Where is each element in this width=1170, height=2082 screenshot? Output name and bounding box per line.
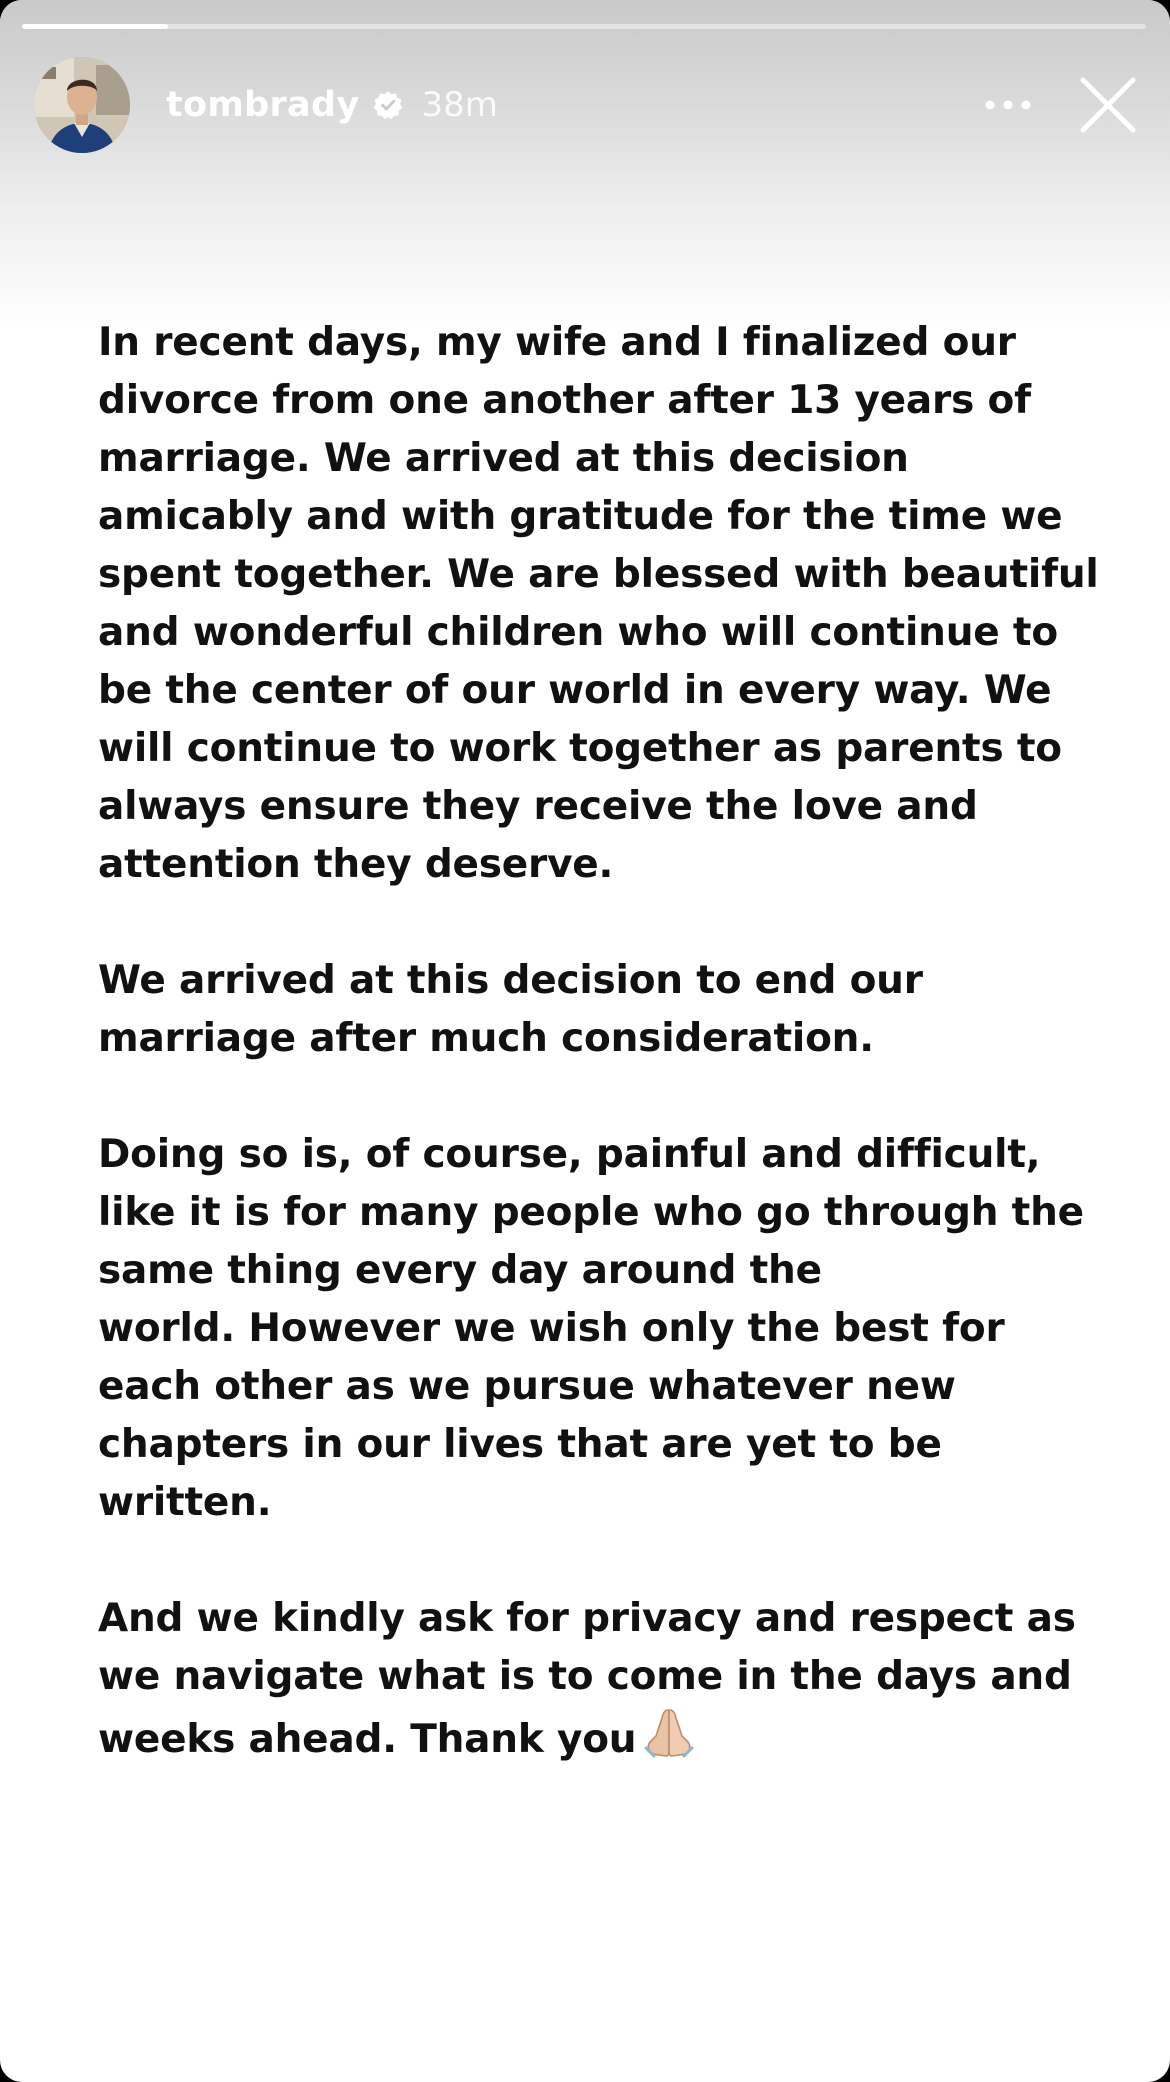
paragraph <box>98 1590 1118 1775</box>
paragraph <box>98 1126 1118 1532</box>
text-line: we navigate what is to come in the days and <box>98 1654 1072 1699</box>
text-line: attention they deserve. <box>98 842 614 887</box>
text-line: world. However we wish only the best for <box>98 1306 1005 1351</box>
text-line: We arrived at this decision to end our <box>98 958 923 1003</box>
paragraph <box>98 952 1118 1068</box>
avatar-photo <box>34 57 130 153</box>
text-line: divorce from one another after 13 years of <box>98 378 1031 423</box>
text-line: weeks ahead. Thank you <box>98 1717 637 1762</box>
story-header <box>34 55 1144 155</box>
text-line-last <box>98 1706 1118 1775</box>
text-line: chapters in our lives that are yet to be <box>98 1422 942 1467</box>
username[interactable]: tombrady <box>166 85 360 125</box>
story-progress-bar <box>22 24 1146 29</box>
avatar[interactable] <box>34 57 130 153</box>
text-line: will continue to work together as parents to <box>98 726 1062 771</box>
text-line: In recent days, my wife and I finalized our <box>98 320 1016 365</box>
text-line: amicably and with gratitude for the time we <box>98 494 1063 539</box>
text-line: like it is for many people who go through the <box>98 1190 1084 1235</box>
text-line: spent together. We are blessed with beautiful <box>98 552 1099 597</box>
folded-hands-emoji-icon <box>642 1706 696 1775</box>
text-line: and wonderful children who will continue to <box>98 610 1058 655</box>
paragraph <box>98 314 1118 894</box>
more-options-button[interactable] <box>978 75 1038 135</box>
close-button[interactable] <box>1076 73 1140 137</box>
verified-badge-icon <box>373 90 403 120</box>
text-line: Doing so is, of course, painful and difficult, <box>98 1132 1041 1177</box>
text-line: marriage. We arrived at this decision <box>98 436 909 481</box>
header-gradient <box>0 0 1170 330</box>
text-line: marriage after much consideration. <box>98 1016 874 1061</box>
text-line: always ensure they receive the love and <box>98 784 978 829</box>
text-line: be the center of our world in every way. We <box>98 668 1052 713</box>
story-progress-fill <box>22 24 168 29</box>
text-line: each other as we pursue whatever new <box>98 1364 956 1409</box>
story-timestamp: 38m <box>421 85 498 125</box>
text-line: written. <box>98 1480 272 1525</box>
text-line: same thing every day around the <box>98 1248 822 1293</box>
text-line: And we kindly ask for privacy and respect as <box>98 1596 1076 1641</box>
close-icon <box>1079 76 1137 134</box>
more-horizontal-icon <box>984 99 1032 111</box>
story-text-content <box>98 314 1118 1833</box>
